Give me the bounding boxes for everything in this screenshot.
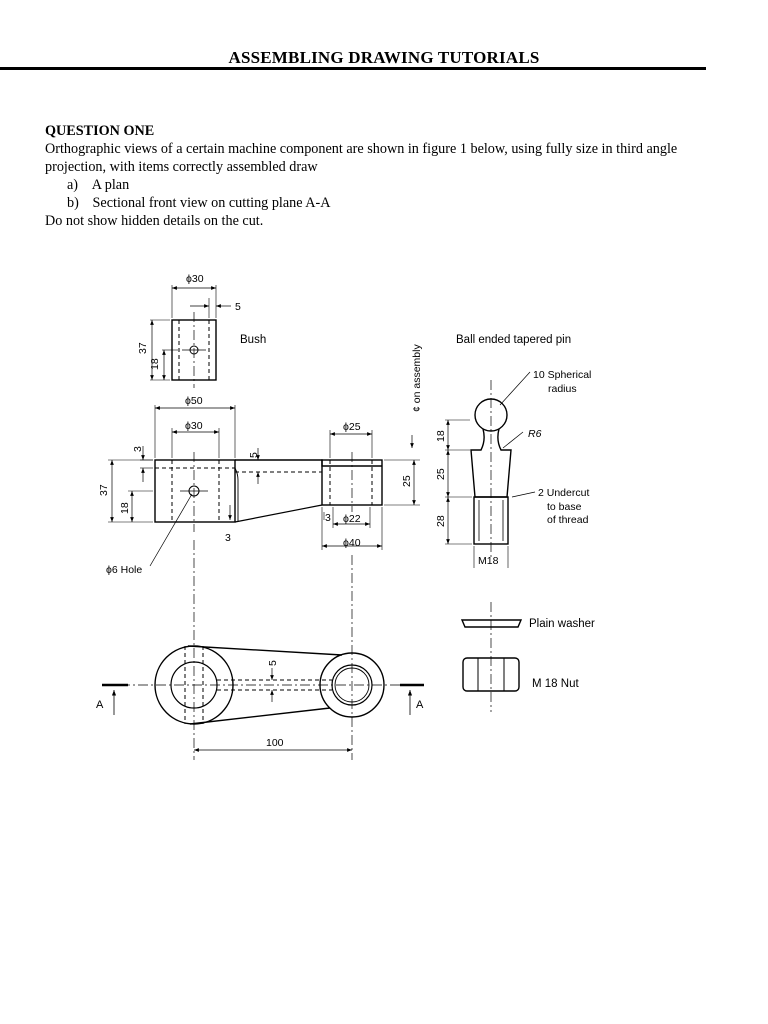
dim-lever-top: 3 <box>132 446 144 452</box>
intro-line-1: Orthographic views of a certain machine component are shown in figure 1 below, using fully size in third angle <box>45 141 678 157</box>
task-b-text: Sectional front view on cutting plane A-A <box>92 195 331 211</box>
washer-nut-view <box>462 602 521 712</box>
pin-view <box>412 372 535 568</box>
label-hole: ϕ6 Hole <box>106 564 143 576</box>
dim-lever-d25: ϕ25 <box>343 421 361 433</box>
label-pin: Ball ended tapered pin <box>456 334 572 346</box>
dim-pin-18: 18 <box>435 430 447 442</box>
note-line: Do not show hidden details on the cut. <box>45 213 264 229</box>
section-label-right: A <box>416 699 424 711</box>
dim-lever-web: 5 <box>248 452 260 458</box>
label-r6: R6 <box>528 428 542 440</box>
dim-m18: M18 <box>478 555 499 567</box>
dim-plan-100: 100 <box>266 737 284 749</box>
dim-lever-d30: ϕ30 <box>185 420 203 432</box>
label-on-assembly: ¢ on assembly <box>411 344 423 412</box>
dim-bush-wall: 5 <box>235 301 241 313</box>
dim-lever-25: 25 <box>401 475 413 487</box>
bush-view <box>150 285 231 388</box>
dim-lever-37: 37 <box>98 484 110 496</box>
label-undercut-3: of thread <box>547 514 589 526</box>
dim-bush-hole: 18 <box>149 358 161 370</box>
label-undercut-2: to base <box>547 501 582 513</box>
dim-bush-h: 37 <box>137 342 149 354</box>
task-a-marker: a) <box>67 177 79 193</box>
dim-bush-dia: ϕ30 <box>186 273 204 285</box>
dim-plan-5: 5 <box>267 660 279 666</box>
label-spherical: 10 Spherical <box>533 369 592 381</box>
task-a-text: A plan <box>91 177 130 193</box>
section-label-left: A <box>96 699 104 711</box>
dim-lever-d40: ϕ40 <box>343 537 361 549</box>
task-b-marker: b) <box>67 195 79 211</box>
dim-pin-28: 28 <box>435 515 447 527</box>
dim-lever-3c: 3 <box>325 512 331 524</box>
page-title: ASSEMBLING DRAWING TUTORIALS <box>228 48 540 67</box>
label-bush: Bush <box>240 334 267 346</box>
intro-line-2: projection, with items correctly assembled draw <box>45 159 318 175</box>
lever-front-view <box>108 405 420 566</box>
lever-plan-view <box>102 540 424 760</box>
dim-lever-d22: ϕ22 <box>343 513 361 525</box>
dim-lever-18: 18 <box>119 502 131 514</box>
dim-lever-d50: ϕ50 <box>185 395 203 407</box>
question-heading: QUESTION ONE <box>45 123 155 139</box>
label-undercut-1: 2 Undercut <box>538 487 590 499</box>
dim-lever-3b: 3 <box>225 532 231 544</box>
dim-pin-25: 25 <box>435 468 447 480</box>
label-nut: M 18 Nut <box>532 678 579 690</box>
label-washer: Plain washer <box>529 618 595 630</box>
label-radius: radius <box>548 383 577 395</box>
